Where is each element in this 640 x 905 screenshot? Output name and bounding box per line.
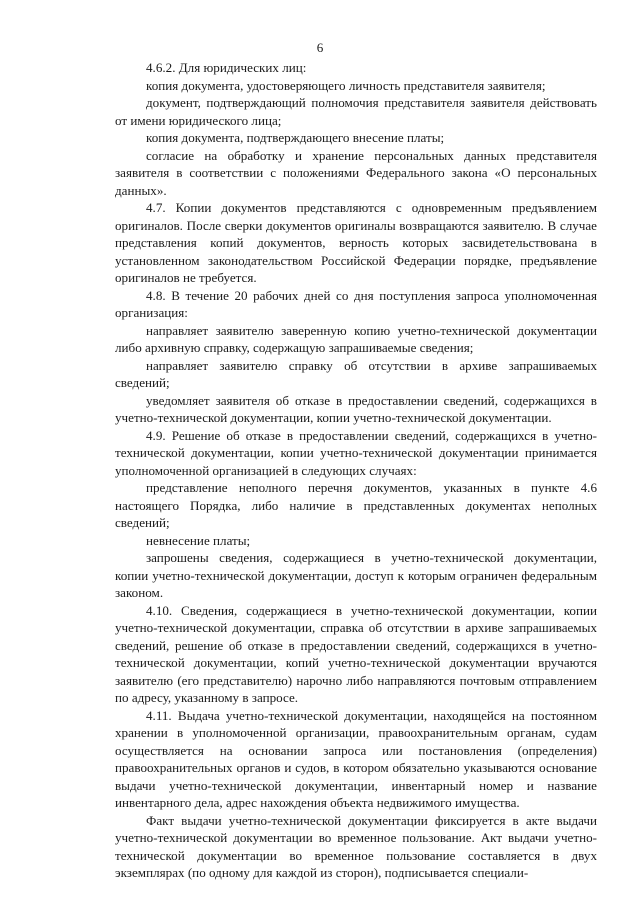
paragraph: 4.6.2. Для юридических лиц: bbox=[146, 60, 307, 75]
paragraph: 4.8. В течение 20 рабочих дней со дня поступления запроса уполномоченная организация: bbox=[115, 287, 597, 320]
paragraph: документ, подтверждающий полномочия представителя заявителя действовать от имени юридического лица; bbox=[115, 95, 597, 128]
paragraph: 4.9. Решение об отказе в предоставлении сведений, содержащихся в учетно-технической документации, копии учетно-технической документации принимается уполномоченной организацией в следующих случаях: bbox=[115, 427, 597, 478]
paragraph: направляет заявителю справку об отсутствии в архиве запрашиваемых сведений; bbox=[115, 357, 597, 390]
page-number: 6 bbox=[316, 40, 324, 55]
paragraph: 4.7. Копии документов представляются с одновременным предъявлением оригиналов. После сверки документов оригиналы возвращаются заявителю. В случае представления копий документов, верность которых засвидетельствована в установленном законодательством Российской Федерации порядке, предъявление оригиналов не требуется. bbox=[115, 200, 597, 285]
paragraph: Факт выдачи учетно-технической документации фиксируется в акте выдачи учетно-технической документации во временное пользование. Акт выдачи учетно-технической документации во временное пользование составляется в двух экземплярах (по одному для каждой из сторон), подписывается специали- bbox=[115, 812, 597, 880]
paragraph: копия документа, подтверждающего внесение платы; bbox=[146, 130, 445, 145]
paragraph: согласие на обработку и хранение персональных данных представителя заявителя в соответствии с положениями Федерального закона «О персональных данных». bbox=[115, 147, 597, 198]
paragraph: запрошены сведения, содержащиеся в учетно-технической документации, копии учетно-технической документации, доступ к которым ограничен федеральным законом. bbox=[115, 550, 597, 600]
paragraph: представление неполного перечня документов, указанных в пункте 4.6 настоящего Порядка, либо наличие в представленных документах неполных сведений; bbox=[115, 480, 597, 530]
paragraph: копия документа, удостоверяющего личность представителя заявителя; bbox=[146, 77, 546, 93]
paragraph: невнесение платы; bbox=[146, 532, 251, 548]
document-body bbox=[115, 59, 597, 882]
paragraph: направляет заявителю заверенную копию учетно-технической документации либо архивную справку, содержащую запрашиваемые сведения; bbox=[115, 322, 597, 355]
paragraph: уведомляет заявителя об отказе в предоставлении сведений, содержащихся в учетно-технической документации, копии учетно-технической документации. bbox=[115, 392, 597, 425]
paragraph: 4.11. Выдача учетно-технической документации, находящейся на постоянном хранении в уполномоченной организации, правоохранительным органам, судам осуществляется на основании запроса или постановления (определения) правоохранительных органов и судов, в котором обязательно указываются основание выдачи учетно-технической документации, инвентарный номер и название инвентарного дела, адрес нахождения объекта недвижимого имущества. bbox=[115, 707, 597, 810]
paragraph: 4.10. Сведения, содержащиеся в учетно-технической документации, копии учетно-технической документации, справка об отсутствии в архиве запрашиваемых сведений, решение об отказе в предоставлении сведений, содержащихся в учетно-технической документации, копий учетно-технической документации вручаются заявителю (его представителю) нарочно либо направляются почтовым отправлением по адресу, указанному в запросе. bbox=[115, 602, 597, 705]
